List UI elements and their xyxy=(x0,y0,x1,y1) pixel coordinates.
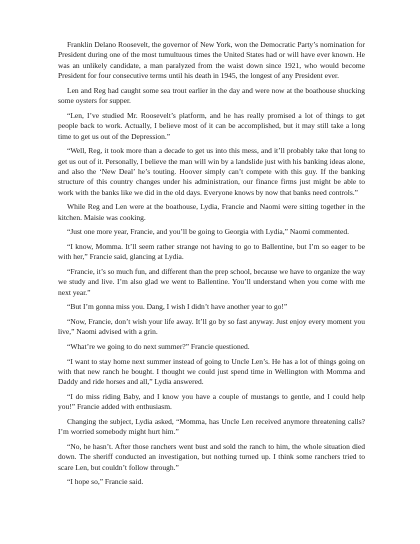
document-page xyxy=(58,40,365,492)
paragraph: While Reg and Len were at the boathouse, Lydia, Francie and Naomi were sitting together in the kitchen. Maisie was cooking. xyxy=(58,202,365,222)
paragraph: Len and Reg had caught some sea trout earlier in the day and were now at the boathouse shucking some oysters for supper. xyxy=(58,85,365,106)
paragraph: “Len, I’ve studied Mr. Roosevelt’s platform, and he has really promised a lot of things to get people back to work. Actually, I believe most of it can be accomplished, but it may still take a long time to get us out of the Depression.” xyxy=(58,110,365,141)
paragraph: “I hope so,” Francie said. xyxy=(67,477,144,487)
paragraph: “I want to stay home next summer instead of going to Uncle Len’s. He has a lot of things going on with that new ranch he bought. I thought we could just spend time in Wellington with Momma and Daddy and ride horses and all,” Lydia answered. xyxy=(58,356,365,387)
paragraph: Changing the subject, Lydia asked, “Momma, has Uncle Len received anymore threatening calls? I’m worried somebody might hurt him.” xyxy=(58,417,365,437)
paragraph: “I know, Momma. It’ll seem rather strange not having to go to Ballentine, but I’m so eager to be with her,” Francie said, glancing at Lydia. xyxy=(58,242,365,262)
paragraph: Franklin Delano Roosevelt, the governor of New York, won the Democratic Party’s nomination for President during one of the most tumultuous times the United States had or will have ever known. He was an unlikely candidate, a man paralyzed from the waist down since 1921, who would become President for four consecutive terms until his death in 1945, the longest of any President ever. xyxy=(58,40,365,81)
paragraph: “Just one more year, Francie, and you’ll be going to Georgia with Lydia,” Naomi commented. xyxy=(67,227,349,237)
paragraph: “But I’m gonna miss you. Dang, I wish I didn’t have another year to go!” xyxy=(67,302,288,312)
paragraph: “What’re we going to do next summer?” Francie questioned. xyxy=(67,342,250,352)
paragraph: “Francie, it’s so much fun, and different than the prep school, because we have to organize the way we study and live. I’m also glad we went to Ballentine. You’ll understand when you come with me next year.” xyxy=(58,267,365,297)
paragraph: “Now, Francie, don’t wish your life away. It’ll go by so fast anyway. Just enjoy every moment you live,” Naomi advised with a grin. xyxy=(58,317,365,337)
paragraph: “I do miss riding Baby, and I know you have a couple of mustangs to gentle, and I could help you!” Francie added with enthusiasm. xyxy=(58,392,365,412)
paragraph: “Well, Reg, it took more than a decade to get us into this mess, and it’ll probably take that long to get us out of it. Personally, I believe the man will win by a landslide just with his banking ideas alone, and also the ‘New Deal’ he’s touting. Hoover simply can’t compete with this guy. If the banking structure of this country changes under his administration, our finance firms just might be able to work with the banks like we did in the old days. Everyone knows by now that banks need controls.” xyxy=(58,146,365,197)
paragraph: “No, he hasn’t. After those ranchers went bust and sold the ranch to him, the whole situation died down. The sheriff conducted an investigation, but nothing turned up. I think some ranchers tried to scare Len, but couldn’t follow through.” xyxy=(58,442,365,472)
